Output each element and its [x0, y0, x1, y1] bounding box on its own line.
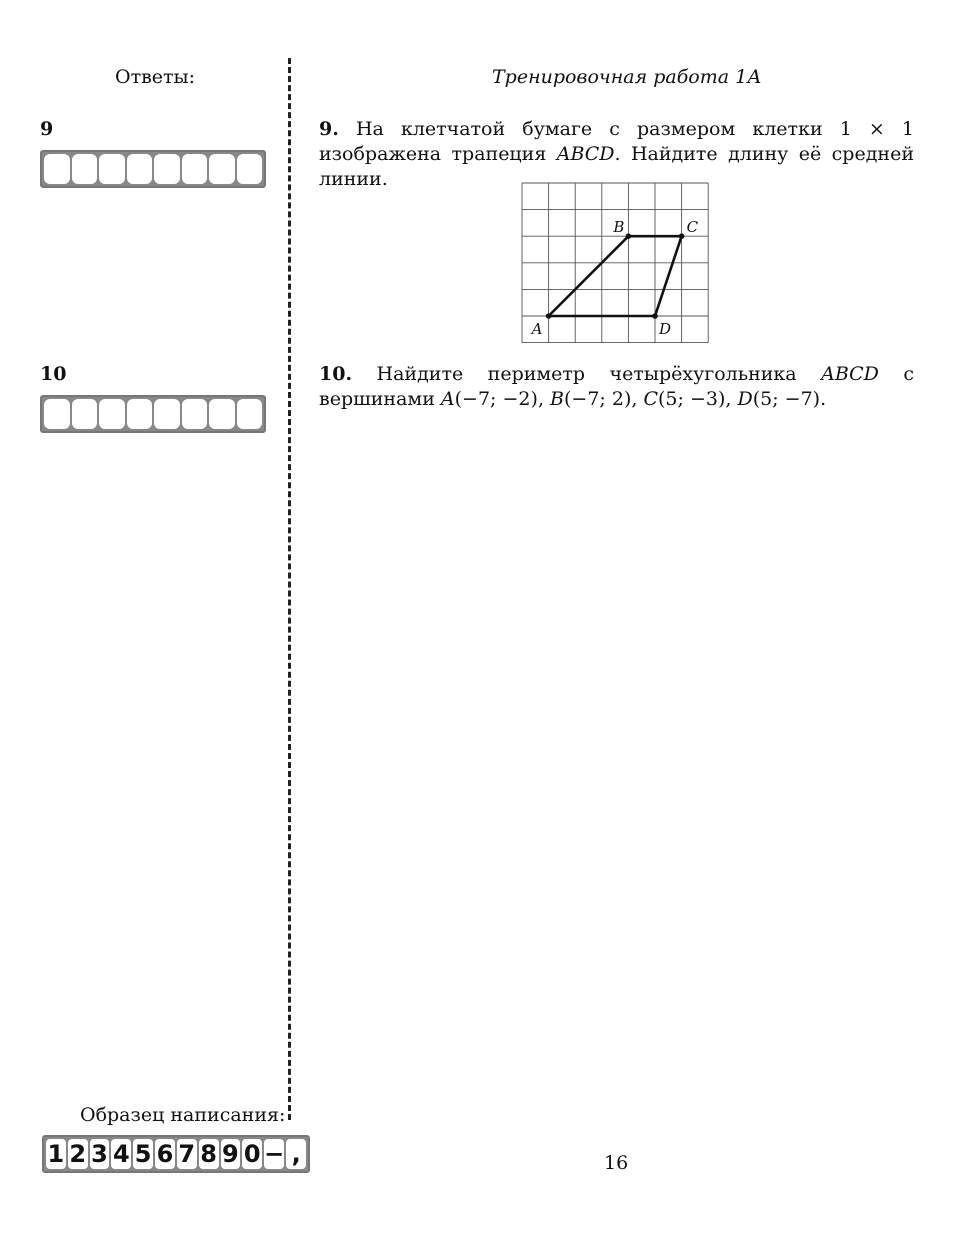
sample-char: 7 — [178, 1140, 196, 1168]
page-header-title: Тренировочная работа 1А — [492, 66, 762, 88]
answer-cell[interactable] — [209, 154, 235, 184]
vertex-label: D — [659, 320, 672, 338]
point-c-coords: (5; −3) — [658, 388, 726, 410]
task-9-shape-name: ABCD — [556, 143, 615, 165]
answer-number-9: 9 — [40, 118, 54, 140]
task-10-number: 10. — [319, 363, 353, 385]
point-c-name: C — [643, 388, 659, 410]
sample-char: , — [286, 1139, 306, 1169]
vertex-point — [546, 313, 552, 319]
separator: , — [537, 388, 551, 410]
sample-char: 2 — [69, 1140, 87, 1168]
sample-char: 6 — [156, 1140, 174, 1168]
sample-char: 3 — [91, 1140, 108, 1168]
sample-char: 5 — [134, 1140, 152, 1168]
answer-cell[interactable] — [154, 154, 180, 184]
point-b-coords: (−7; 2) — [564, 388, 632, 410]
task-10-text — [319, 362, 914, 412]
answer-cell[interactable] — [99, 154, 125, 184]
answer-cell[interactable] — [154, 399, 180, 429]
point-d-name: D — [737, 388, 753, 410]
sample-char: 4 — [112, 1140, 130, 1168]
vertex-point — [652, 313, 658, 319]
sample-writing-strip — [42, 1135, 310, 1173]
sample-char: 0 — [243, 1140, 261, 1168]
answer-cell[interactable] — [127, 399, 153, 429]
sample-char: 1 — [47, 1140, 65, 1168]
task-10-shape-name: ABCD — [821, 363, 879, 385]
sample-writing-label: Образец написания: — [80, 1104, 286, 1126]
task-10-text-b: с вершинами — [319, 363, 915, 410]
vertex-point — [626, 233, 632, 239]
task-9-number: 9. — [319, 118, 339, 140]
answer-cell[interactable] — [127, 154, 153, 184]
vertex-label: C — [686, 218, 699, 237]
task-9-text-b: . Найдите длину её средней линии. — [319, 143, 914, 190]
answer-cell[interactable] — [72, 399, 98, 429]
trapezoid-figure — [515, 178, 715, 348]
sample-char: 9 — [222, 1140, 239, 1168]
answer-cell[interactable] — [237, 399, 263, 429]
page-number: 16 — [604, 1152, 629, 1174]
answer-cell[interactable] — [99, 399, 125, 429]
sample-char: 8 — [200, 1140, 217, 1168]
answer-box-10[interactable] — [40, 395, 266, 433]
task-10-text-a: Найдите периметр четырёхугольника — [376, 363, 822, 385]
vertex-label: A — [531, 320, 543, 338]
answer-cell[interactable] — [182, 154, 208, 184]
point-a-name: A — [440, 388, 455, 410]
task-9-text-a: На клетчатой бумаге с размером клетки 1 × 1 изображена трапеция — [319, 118, 914, 165]
answer-cell[interactable] — [237, 154, 263, 184]
point-b-name: B — [550, 388, 564, 410]
answer-cell[interactable] — [44, 154, 70, 184]
dashed-divider — [288, 58, 291, 1120]
point-a-coords: (−7; −2) — [454, 388, 538, 410]
answer-cell[interactable] — [44, 399, 70, 429]
answers-heading: Ответы: — [115, 66, 196, 88]
separator: , — [725, 388, 738, 410]
point-d-coords: (5; −7) — [752, 388, 821, 410]
trapezoid-abcd — [549, 236, 682, 316]
vertex-label: B — [613, 218, 625, 237]
vertex-point — [679, 233, 685, 239]
answer-number-10: 10 — [40, 363, 67, 385]
sample-char: − — [264, 1140, 285, 1168]
answer-cell[interactable] — [72, 154, 98, 184]
sentence-end: . — [820, 388, 827, 410]
answer-box-9[interactable] — [40, 150, 266, 188]
answer-cell[interactable] — [209, 399, 235, 429]
answer-cell[interactable] — [182, 399, 208, 429]
grid-paper — [522, 183, 708, 343]
separator: , — [631, 388, 644, 410]
